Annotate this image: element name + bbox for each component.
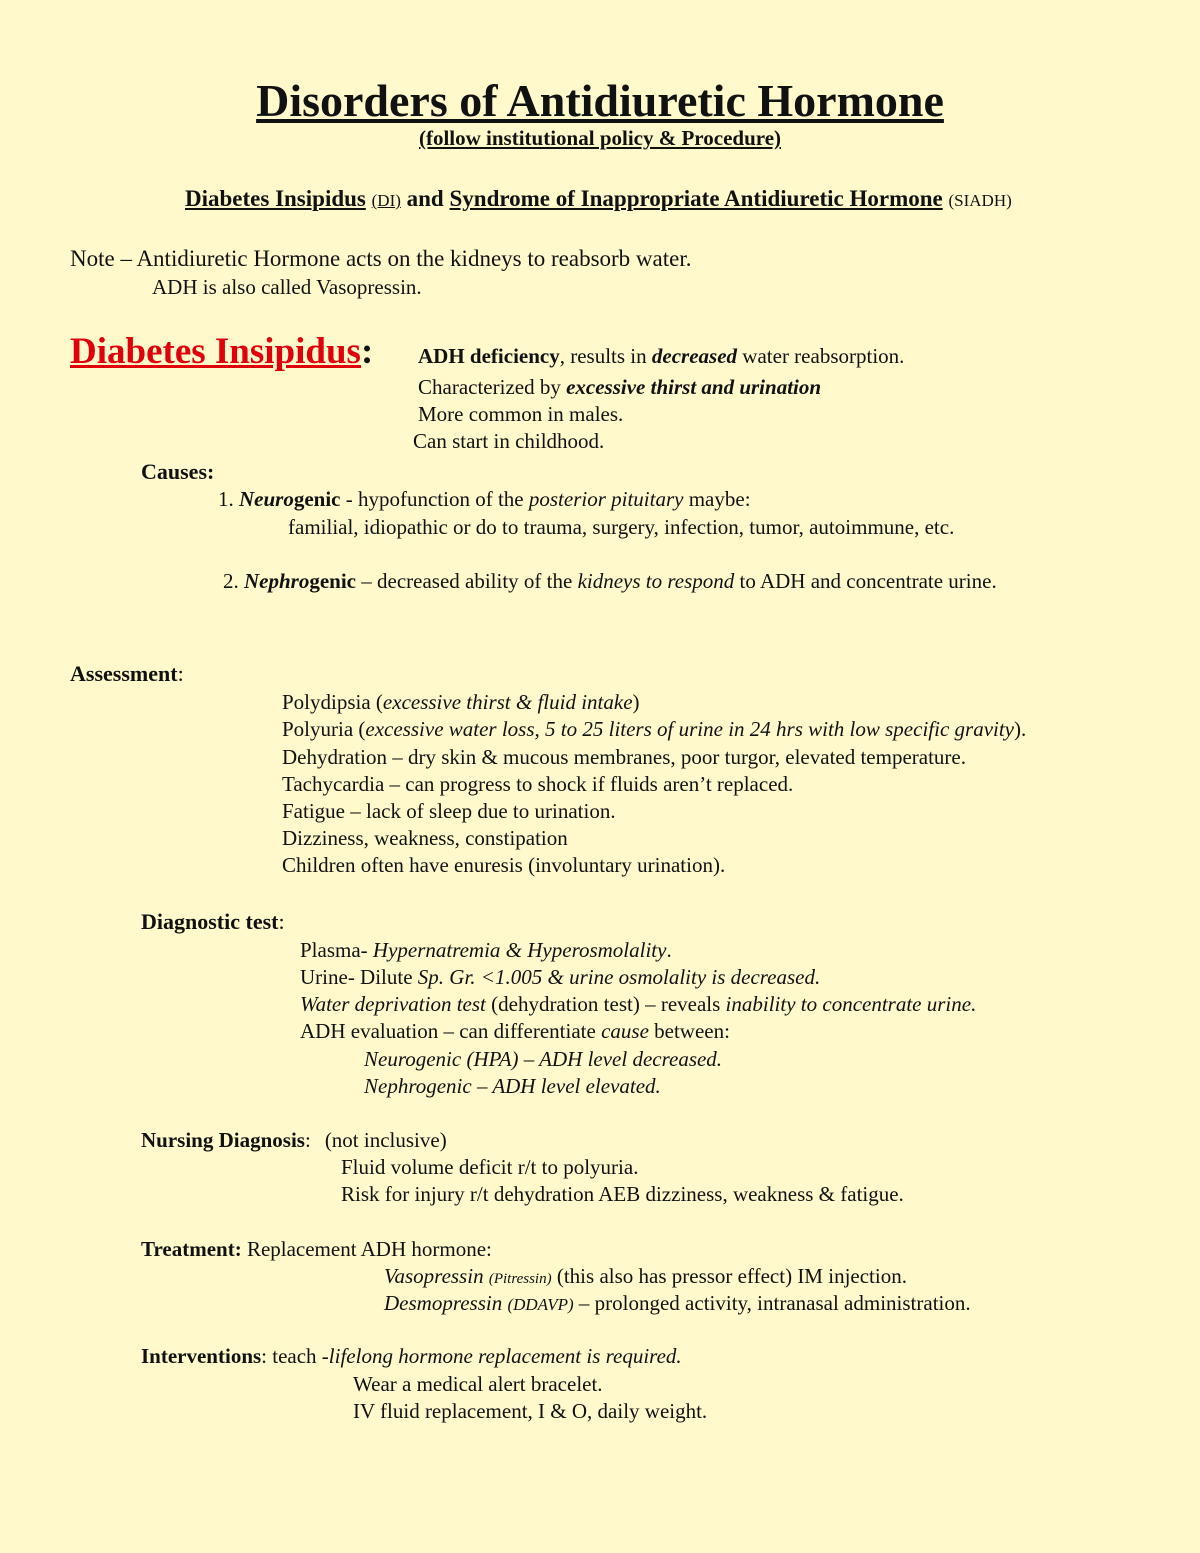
assessment-item-1-it: excessive thirst & fluid intake bbox=[382, 690, 633, 714]
assessment-item-2-it: excessive water loss, 5 to 25 liters of urine in 24 hrs with low specific gravity bbox=[365, 717, 1015, 741]
diagnostic-item-4-b: between: bbox=[648, 1019, 730, 1043]
di-desc-1-a: , results in bbox=[559, 344, 652, 368]
nursing-heading-text: Nursing Diagnosis bbox=[141, 1128, 305, 1152]
cause-1-num: 1. bbox=[218, 487, 239, 511]
diagnostic-item-4-it: cause bbox=[601, 1019, 649, 1043]
diagnostic-item-3-a: (dehydration test) – reveals bbox=[485, 992, 726, 1016]
diagnostic-item-2 bbox=[300, 965, 820, 990]
diagnostic-heading-text: Diagnostic test bbox=[141, 909, 279, 934]
treatment-item-1 bbox=[384, 1264, 907, 1289]
di-desc-2-em: excessive thirst and urination bbox=[566, 375, 822, 399]
diagnostic-item-2-it: Sp. Gr. <1.005 & urine osmolality is decreased. bbox=[417, 965, 821, 989]
interventions-text-it: lifelong hormone replacement is required. bbox=[328, 1344, 682, 1368]
di-heading-colon: : bbox=[360, 331, 374, 372]
interventions-heading bbox=[141, 1344, 682, 1369]
nursing-item-1: Fluid volume deficit r/t to polyuria. bbox=[341, 1155, 639, 1179]
diagnostic-item-3-it1: Water deprivation test bbox=[300, 992, 486, 1016]
diagnostic-item-5: Neurogenic (HPA) – ADH level decreased. bbox=[364, 1047, 723, 1071]
assessment-item-1-a: Polydipsia ( bbox=[282, 690, 383, 714]
di-desc-2 bbox=[418, 375, 821, 400]
diagnostic-item-2-a: Urine- Dilute bbox=[300, 965, 418, 989]
assessment-item-4: Tachycardia – can progress to shock if fluids aren’t replaced. bbox=[282, 772, 794, 796]
interventions-item-2: IV fluid replacement, I & O, daily weight. bbox=[353, 1399, 708, 1423]
treatment-item-2 bbox=[384, 1291, 971, 1316]
page-title: Disorders of Antidiuretic Hormone bbox=[256, 75, 944, 126]
cause-1-a: - hypofunction of the bbox=[340, 487, 529, 511]
di-heading bbox=[70, 330, 373, 373]
cause-1-it: posterior pituitary bbox=[528, 487, 684, 511]
siadh-abbr: (SIADH) bbox=[948, 191, 1012, 210]
assessment-item-7: Children often have enuresis (involuntary urination). bbox=[282, 853, 726, 877]
assessment-heading-text: Assessment bbox=[70, 661, 178, 686]
nursing-qualifier: (not inclusive) bbox=[324, 1128, 447, 1152]
cause-1-sub: familial, idiopathic or do to trauma, surgery, infection, tumor, autoimmune, etc. bbox=[288, 515, 955, 539]
interventions-text: : teach - bbox=[261, 1344, 329, 1368]
cause-2-num: 2. bbox=[223, 569, 244, 593]
di-heading-text: Diabetes Insipidus bbox=[70, 331, 361, 372]
assessment-item-5: Fatigue – lack of sleep due to urination. bbox=[282, 799, 616, 823]
nursing-heading-colon: : bbox=[304, 1128, 311, 1152]
treatment-heading bbox=[141, 1237, 492, 1262]
page-subtitle: (follow institutional policy & Procedure) bbox=[418, 126, 782, 150]
cause-2 bbox=[223, 569, 997, 594]
treatment-item-2-small: (DDAVP) bbox=[507, 1295, 574, 1314]
cause-1-em: Neuro bbox=[239, 487, 294, 511]
assessment-heading bbox=[70, 661, 184, 687]
assessment-item-2-a: Polyuria ( bbox=[282, 717, 366, 741]
assessment-item-3: Dehydration – dry skin & mucous membranes, poor turgor, elevated temperature. bbox=[282, 745, 966, 769]
di-label: Diabetes Insipidus bbox=[185, 186, 366, 211]
assessment-item-1 bbox=[282, 690, 640, 715]
causes-heading: Causes: bbox=[141, 459, 215, 484]
diagnostic-heading-colon: : bbox=[278, 909, 285, 934]
assessment-item-2-b: ). bbox=[1014, 717, 1027, 741]
treatment-item-2-it: Desmopressin bbox=[384, 1291, 503, 1315]
diagnostic-item-3-it2: inability to concentrate urine. bbox=[725, 992, 977, 1016]
di-abbr: (DI) bbox=[371, 191, 401, 210]
siadh-label: Syndrome of Inappropriate Antidiuretic Hormone bbox=[449, 186, 943, 211]
treatment-item-1-it: Vasopressin bbox=[384, 1264, 484, 1288]
diagnostic-item-3 bbox=[300, 992, 976, 1017]
note-line-1: Note – Antidiuretic Hormone acts on the kidneys to reabsorb water. bbox=[70, 246, 692, 271]
conditions-line bbox=[185, 186, 1012, 212]
diagnostic-item-1 bbox=[300, 938, 672, 963]
di-desc-1-em: decreased bbox=[651, 344, 738, 368]
treatment-item-1-small: (Pitressin) bbox=[488, 1271, 552, 1287]
cause-1 bbox=[218, 487, 751, 512]
assessment-item-1-b: ) bbox=[632, 690, 640, 714]
assessment-heading-colon: : bbox=[177, 661, 184, 686]
diagnostic-item-4-a: ADH evaluation – can differentiate bbox=[300, 1019, 602, 1043]
diagnostic-item-1-b: . bbox=[666, 938, 672, 962]
di-desc-1-bold: ADH deficiency bbox=[418, 344, 560, 368]
treatment-item-2-a: – prolonged activity, intranasal administration. bbox=[573, 1291, 971, 1315]
di-desc-2-a: Characterized by bbox=[418, 375, 567, 399]
interventions-item-1: Wear a medical alert bracelet. bbox=[353, 1372, 603, 1396]
di-desc-4: Can start in childhood. bbox=[413, 429, 605, 453]
diagnostic-item-1-a: Plasma- bbox=[300, 938, 373, 962]
diagnostic-item-4 bbox=[300, 1019, 730, 1044]
assessment-item-6: Dizziness, weakness, constipation bbox=[282, 826, 568, 850]
cause-1-bold: genic bbox=[293, 487, 341, 511]
cause-2-b: to ADH and concentrate urine. bbox=[734, 569, 997, 593]
diagnostic-item-1-it: Hypernatremia & Hyperosmolality bbox=[372, 938, 667, 962]
cause-2-em: Nephro bbox=[244, 569, 310, 593]
assessment-item-2 bbox=[282, 717, 1026, 742]
cause-2-it: kidneys to respond bbox=[577, 569, 735, 593]
interventions-heading-text: Interventions bbox=[141, 1344, 262, 1368]
treatment-heading-text: Treatment: bbox=[141, 1237, 242, 1261]
di-desc-1-b: water reabsorption. bbox=[737, 344, 905, 368]
diagnostic-item-6: Nephrogenic – ADH level elevated. bbox=[364, 1074, 661, 1098]
di-desc-1 bbox=[418, 344, 904, 369]
di-desc-3: More common in males. bbox=[418, 402, 624, 426]
and-text: and bbox=[406, 186, 444, 211]
nursing-item-2: Risk for injury r/t dehydration AEB dizziness, weakness & fatigue. bbox=[341, 1182, 904, 1206]
cause-2-bold: genic bbox=[309, 569, 356, 593]
cause-2-a: – decreased ability of the bbox=[356, 569, 578, 593]
treatment-item-1-a: (this also has pressor effect) IM injection. bbox=[551, 1264, 907, 1288]
cause-1-b: maybe: bbox=[683, 487, 751, 511]
treatment-text: Replacement ADH hormone: bbox=[241, 1237, 492, 1261]
diagnostic-heading bbox=[141, 909, 285, 935]
note-line-2: ADH is also called Vasopressin. bbox=[152, 275, 422, 299]
nursing-heading bbox=[141, 1128, 447, 1153]
